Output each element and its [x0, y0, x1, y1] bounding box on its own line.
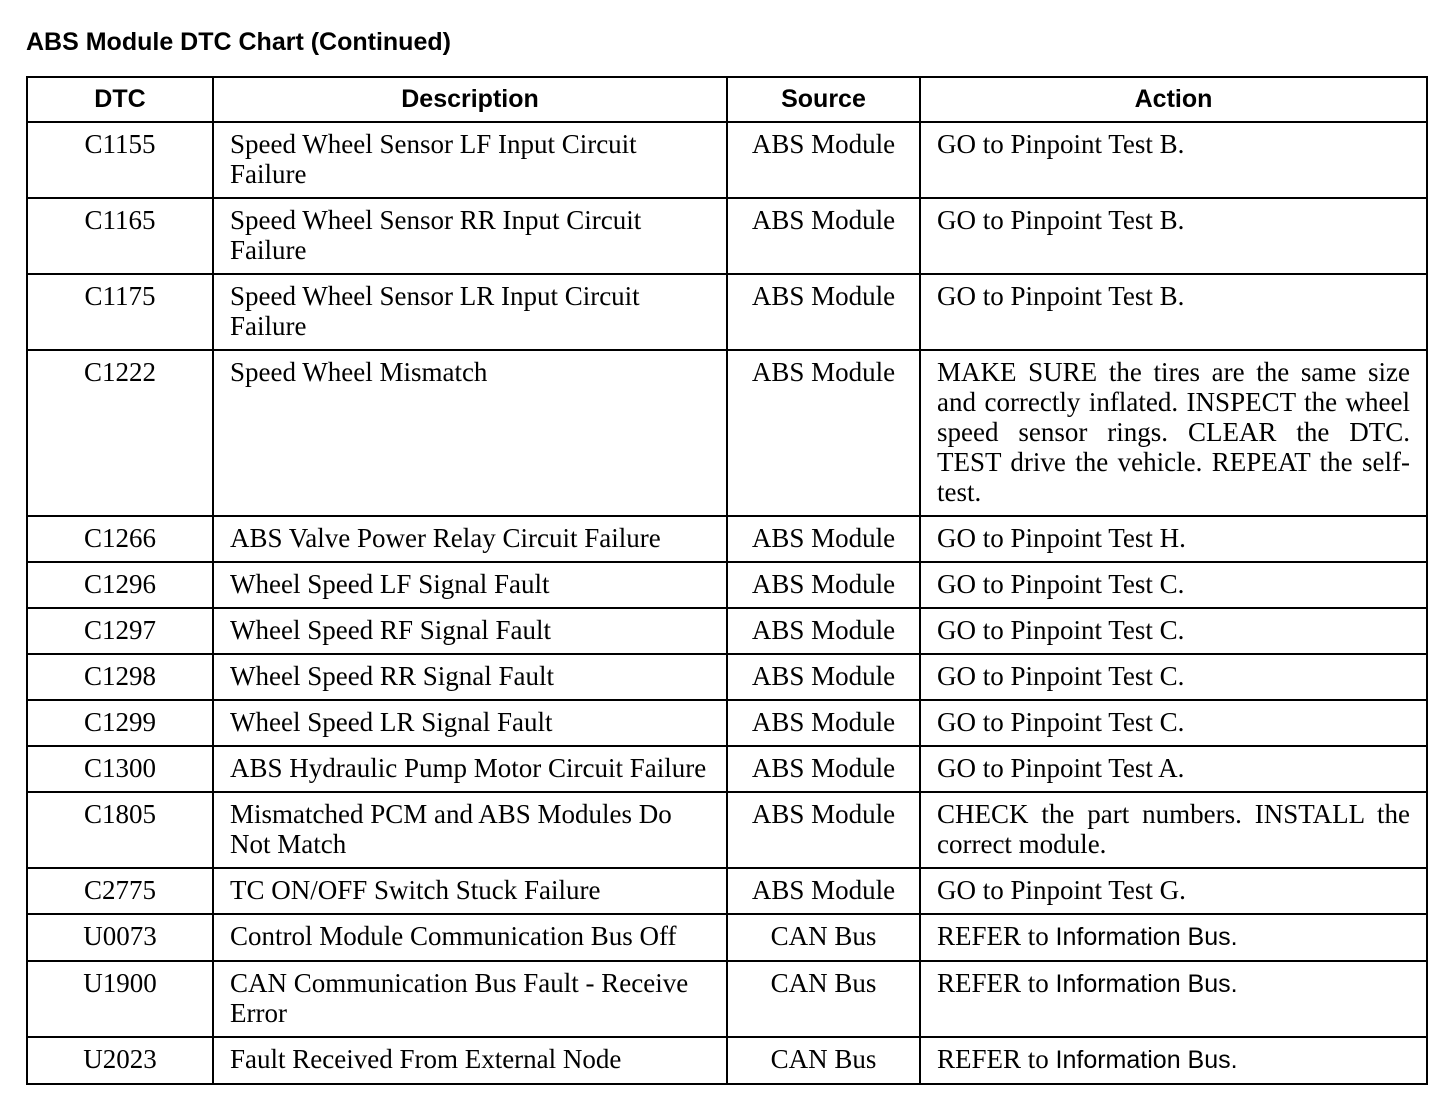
dtc-source: CAN Bus: [727, 961, 920, 1037]
column-header-action: Action: [920, 77, 1427, 122]
dtc-code: C1266: [27, 516, 213, 562]
dtc-source: ABS Module: [727, 654, 920, 700]
dtc-description: ABS Valve Power Relay Circuit Failure: [213, 516, 727, 562]
dtc-description: Wheel Speed LF Signal Fault: [213, 562, 727, 608]
table-row: [27, 122, 1427, 198]
dtc-code: U2023: [27, 1037, 213, 1084]
dtc-source: ABS Module: [727, 746, 920, 792]
table-row: [27, 1037, 1427, 1084]
dtc-description: Speed Wheel Sensor LF Input Circuit Failure: [213, 122, 727, 198]
dtc-source: ABS Module: [727, 350, 920, 516]
dtc-action: GO to Pinpoint Test C.: [920, 608, 1427, 654]
dtc-source: ABS Module: [727, 608, 920, 654]
dtc-source: CAN Bus: [727, 1037, 920, 1084]
table-row: [27, 350, 1427, 516]
dtc-action: GO to Pinpoint Test C.: [920, 654, 1427, 700]
dtc-description: Wheel Speed RR Signal Fault: [213, 654, 727, 700]
dtc-code: C1222: [27, 350, 213, 516]
information-bus-link[interactable]: Information Bus.: [1055, 923, 1238, 951]
table-row: [27, 198, 1427, 274]
dtc-table: [26, 76, 1428, 1085]
dtc-source: ABS Module: [727, 700, 920, 746]
table-row: [27, 608, 1427, 654]
table-row: [27, 516, 1427, 562]
dtc-code: U0073: [27, 914, 213, 961]
dtc-source: ABS Module: [727, 198, 920, 274]
dtc-action: GO to Pinpoint Test B.: [920, 122, 1427, 198]
dtc-code: C2775: [27, 868, 213, 914]
dtc-description: TC ON/OFF Switch Stuck Failure: [213, 868, 727, 914]
dtc-source: ABS Module: [727, 868, 920, 914]
dtc-code: C1299: [27, 700, 213, 746]
table-row: [27, 700, 1427, 746]
dtc-source: ABS Module: [727, 274, 920, 350]
dtc-description: Wheel Speed LR Signal Fault: [213, 700, 727, 746]
dtc-code: C1155: [27, 122, 213, 198]
dtc-description: Fault Received From External Node: [213, 1037, 727, 1084]
dtc-action: GO to Pinpoint Test C.: [920, 562, 1427, 608]
dtc-code: C1175: [27, 274, 213, 350]
dtc-action: GO to Pinpoint Test B.: [920, 274, 1427, 350]
dtc-source: ABS Module: [727, 122, 920, 198]
dtc-action: GO to Pinpoint Test A.: [920, 746, 1427, 792]
table-row: [27, 961, 1427, 1037]
page-title: ABS Module DTC Chart (Continued): [26, 28, 451, 56]
dtc-description: Wheel Speed RF Signal Fault: [213, 608, 727, 654]
dtc-code: C1165: [27, 198, 213, 274]
dtc-source: ABS Module: [727, 516, 920, 562]
dtc-description: Control Module Communication Bus Off: [213, 914, 727, 961]
dtc-source: ABS Module: [727, 562, 920, 608]
column-header-description: Description: [213, 77, 727, 122]
table-row: [27, 562, 1427, 608]
action-prefix: REFER to: [937, 968, 1049, 998]
dtc-description: ABS Hydraulic Pump Motor Circuit Failure: [213, 746, 727, 792]
column-header-source: Source: [727, 77, 920, 122]
dtc-description: CAN Communication Bus Fault - Receive Error: [213, 961, 727, 1037]
dtc-code: C1296: [27, 562, 213, 608]
dtc-action: GO to Pinpoint Test C.: [920, 700, 1427, 746]
table-row: [27, 792, 1427, 868]
dtc-code: C1297: [27, 608, 213, 654]
table-header-row: [27, 77, 1427, 122]
table-row: [27, 654, 1427, 700]
dtc-action: GO to Pinpoint Test B.: [920, 198, 1427, 274]
action-prefix: REFER to: [937, 921, 1049, 951]
dtc-description: Mismatched PCM and ABS Modules Do Not Match: [213, 792, 727, 868]
column-header-dtc: DTC: [27, 77, 213, 122]
dtc-action: [920, 1037, 1427, 1084]
dtc-source: CAN Bus: [727, 914, 920, 961]
information-bus-link[interactable]: Information Bus.: [1055, 1046, 1238, 1074]
information-bus-link[interactable]: Information Bus.: [1055, 970, 1238, 998]
dtc-source: ABS Module: [727, 792, 920, 868]
dtc-action: [920, 961, 1427, 1037]
dtc-description: Speed Wheel Mismatch: [213, 350, 727, 516]
dtc-code: U1900: [27, 961, 213, 1037]
dtc-code: C1298: [27, 654, 213, 700]
dtc-action: GO to Pinpoint Test G.: [920, 868, 1427, 914]
table-row: [27, 868, 1427, 914]
dtc-description: Speed Wheel Sensor RR Input Circuit Failure: [213, 198, 727, 274]
dtc-action: GO to Pinpoint Test H.: [920, 516, 1427, 562]
table-row: [27, 274, 1427, 350]
table-row: [27, 746, 1427, 792]
dtc-action: [920, 914, 1427, 961]
action-prefix: REFER to: [937, 1044, 1049, 1074]
dtc-code: C1300: [27, 746, 213, 792]
dtc-action: MAKE SURE the tires are the same size and correctly inflated. INSPECT the wheel speed sensor rings. CLEAR the DTC. TEST drive the vehicle. REPEAT the self-test.: [920, 350, 1427, 516]
dtc-action: CHECK the part numbers. INSTALL the correct module.: [920, 792, 1427, 868]
dtc-code: C1805: [27, 792, 213, 868]
table-row: [27, 914, 1427, 961]
dtc-description: Speed Wheel Sensor LR Input Circuit Failure: [213, 274, 727, 350]
